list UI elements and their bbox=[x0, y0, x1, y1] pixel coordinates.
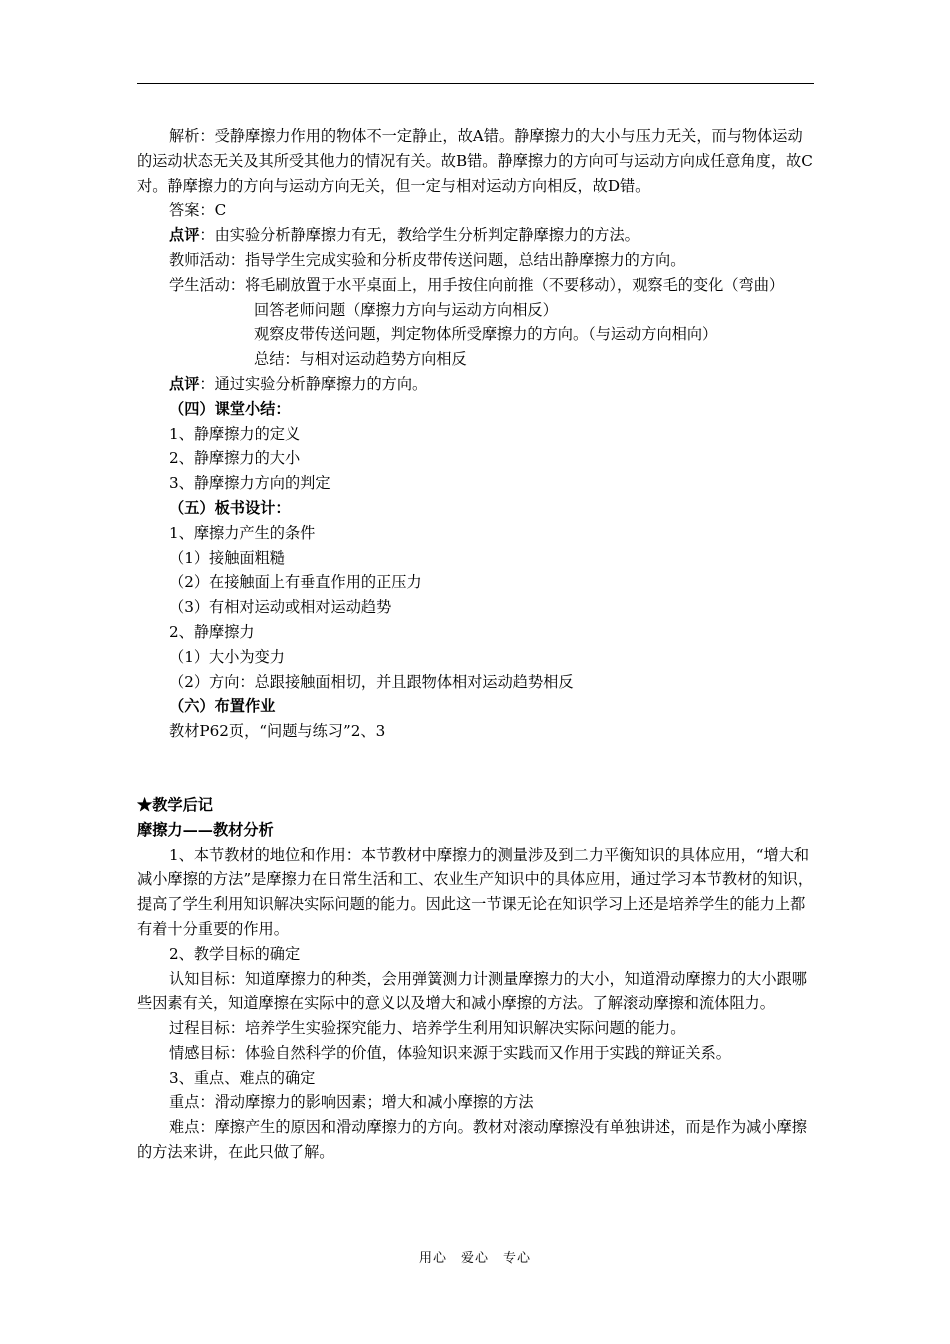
comment-line-2 bbox=[137, 372, 815, 397]
summary-item: 1、静摩擦力的定义 bbox=[169, 424, 301, 443]
postscript-paragraph: 认知目标：知道摩擦力的种类，会用弹簧测力计测量摩擦力的大小，知道滑动摩擦力的大小跟哪些因素有关，知道摩擦在实际中的意义以及增大和减小摩擦的方法。了解滚动摩擦和流体阻力。 bbox=[137, 969, 807, 1013]
postscript-paragraph: 1、本节教材的地位和作用：本节教材中摩擦力的测量涉及到二力平衡知识的具体应用，“增大和减小摩擦的方法”是摩擦力在日常生活和工、农业生产知识中的具体应用，通过学习本节教材的知识，提高了学生利用知识解决实际问题的能力。因此这一节课无论在知识学习上还是培养学生的能力上都有着十分重要的作用。 bbox=[137, 845, 814, 938]
student-activity-line-2: 回答老师问题（摩擦力方向与运动方向相反） bbox=[254, 300, 558, 319]
student-activity-line-4: 总结：与相对运动趋势方向相反 bbox=[254, 350, 467, 369]
homework-heading: （六）布置作业 bbox=[169, 697, 276, 716]
postscript-paragraph: 重点：滑动摩擦力的影响因素；增大和减小摩擦的方法 bbox=[169, 1093, 534, 1112]
comment-label: 点评 bbox=[169, 226, 200, 245]
section-gap bbox=[137, 744, 815, 793]
board-heading: （五）板书设计： bbox=[169, 498, 291, 517]
postscript-paragraph: 过程目标：培养学生实验探究能力、培养学生利用知识解决实际问题的能力。 bbox=[169, 1019, 686, 1038]
postscript-paragraph: 2、教学目标的确定 bbox=[169, 944, 301, 963]
postscript-paragraph: 情感目标：体验自然科学的价值，体验知识来源于实践而又作用于实践的辩证关系。 bbox=[169, 1043, 731, 1062]
board-line: 1、摩擦力产生的条件 bbox=[169, 523, 316, 542]
postscript-subheading: 摩擦力——教材分析 bbox=[137, 820, 274, 839]
postscript-paragraph: 难点：摩擦产生的原因和滑动摩擦力的方向。教材对滚动摩擦没有单独讲述，而是作为减小摩擦的方法来讲，在此只做了解。 bbox=[137, 1118, 807, 1162]
board-line: （2）在接触面上有垂直作用的正压力 bbox=[169, 573, 422, 592]
homework-text: 教材P62页，“问题与练习”2、3 bbox=[169, 722, 386, 741]
comment-line-1 bbox=[137, 223, 815, 248]
board-line: （1）大小为变力 bbox=[169, 647, 285, 666]
header-rule bbox=[137, 83, 814, 84]
student-activity-line-1: 学生活动：将毛刷放置于水平桌面上，用手按住向前推（不要移动），观察毛的变化（弯曲） bbox=[169, 275, 785, 294]
comment-label: 点评 bbox=[169, 374, 200, 393]
analysis-paragraph: 解析：受静摩擦力作用的物体不一定静止，故A错。静摩擦力的大小与压力无关，而与物体运动的运动状态无关及其所受其他力的情况有关。故B错。静摩擦力的方向可与运动方向成任意角度，故C对。静摩擦力的方向与运动方向无关，但一定与相对运动方向相反，故D错。 bbox=[137, 127, 813, 195]
teacher-activity-line: 教师活动：指导学生完成实验和分析皮带传送问题，总结出静摩擦力的方向。 bbox=[169, 250, 686, 269]
postscript-paragraph: 3、重点、难点的确定 bbox=[169, 1068, 316, 1087]
board-line: （3）有相对运动或相对运动趋势 bbox=[169, 598, 392, 617]
board-line: 2、静摩擦力 bbox=[169, 622, 255, 641]
comment-text: ：通过实验分析静摩擦力的方向。 bbox=[199, 374, 428, 393]
student-activity-line-3: 观察皮带传送问题，判定物体所受摩擦力的方向。（与运动方向相向） bbox=[254, 325, 718, 344]
summary-heading: （四）课堂小结： bbox=[169, 399, 291, 418]
board-line: （1）接触面粗糙 bbox=[169, 548, 285, 567]
comment-text: ：由实验分析静摩擦力有无，教给学生分析判定静摩擦力的方法。 bbox=[199, 226, 640, 245]
page-footer: 用心 爱心 专心 bbox=[418, 1251, 531, 1266]
document-body bbox=[137, 124, 815, 1165]
summary-item: 3、静摩擦力方向的判定 bbox=[169, 474, 331, 493]
answer-line: 答案：C bbox=[169, 201, 227, 220]
summary-item: 2、静摩擦力的大小 bbox=[169, 449, 301, 468]
postscript-heading: ★教学后记 bbox=[137, 795, 213, 814]
board-line: （2）方向：总跟接触面相切，并且跟物体相对运动趋势相反 bbox=[169, 672, 574, 691]
